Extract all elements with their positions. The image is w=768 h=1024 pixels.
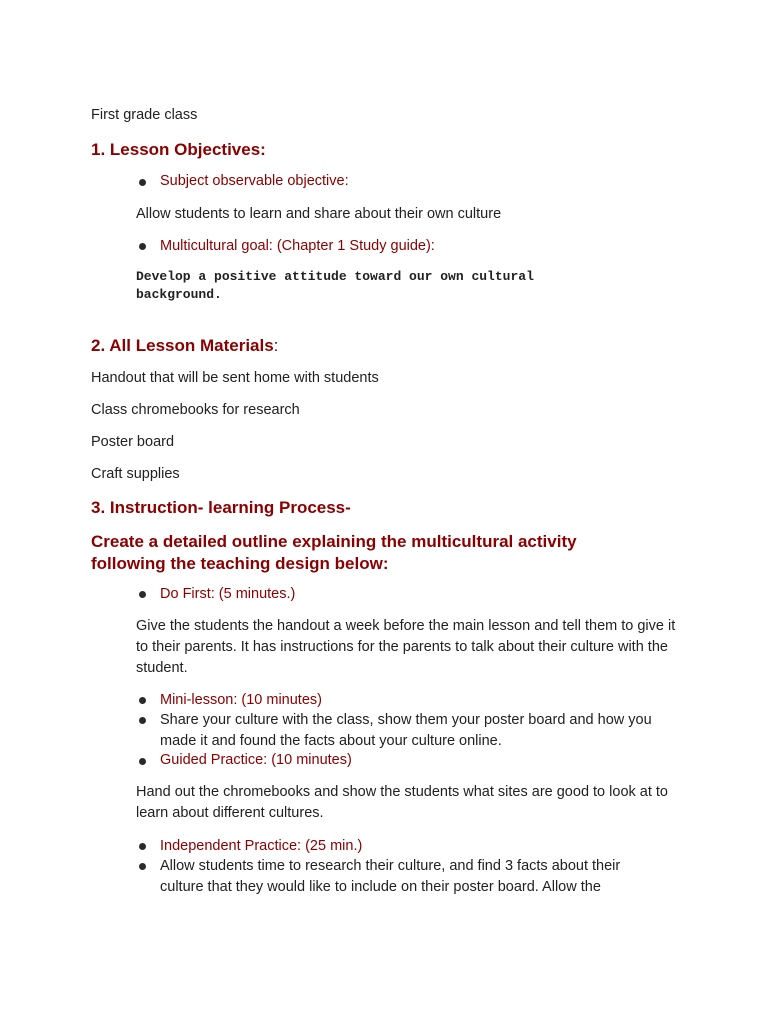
mini-lesson-text: Share your culture with the class, show them your poster board and how you made it and found the facts about your culture online.: [160, 712, 652, 749]
section-3-subtitle: Create a detailed outline explaining the multicultural activity following the teaching design below:: [91, 532, 577, 573]
bullet-icon: [139, 591, 146, 598]
section-1-heading: [91, 139, 266, 161]
section-3-title: Instruction- learning Process-: [109, 498, 351, 517]
bullet-icon: [139, 843, 146, 850]
material-item: Poster board: [91, 434, 175, 450]
bullet-icon: [139, 863, 146, 870]
section-3-number: 3.: [91, 498, 106, 517]
section-3-heading: [91, 497, 351, 519]
section-2-suffix: :: [273, 336, 279, 355]
independent-practice-text: Allow students time to research their culture, and find 3 facts about their culture that they would like to include on their poster board. Allow the: [160, 858, 621, 895]
material-item: Handout that will be sent home with students: [91, 370, 379, 386]
section-2-heading: [91, 335, 278, 357]
bullet-icon: [139, 717, 146, 724]
section-1-suffix: :: [260, 140, 266, 159]
bullet-icon: [139, 179, 146, 186]
section-1-title: Lesson Objectives: [109, 140, 261, 159]
multicultural-goal-text: Develop a positive attitude toward our own cultural background.: [136, 269, 534, 302]
do-first-text: Give the students the handout a week before the main lesson and tell them to give it to their parents. It has instructions for the parents to talk about their culture with the student.: [136, 618, 676, 676]
guided-practice-text: Hand out the chromebooks and show the students what sites are good to look at to learn about different cultures.: [136, 784, 668, 821]
class-line: First grade class: [91, 107, 198, 123]
multicultural-goal-label: Multicultural goal: (Chapter 1 Study guide):: [160, 238, 435, 254]
guided-practice-label: Guided Practice: (10 minutes): [160, 752, 352, 768]
do-first-label: Do First: (5 minutes.): [160, 586, 296, 602]
bullet-icon: [139, 697, 146, 704]
bullet-icon: [139, 243, 146, 250]
section-2-title: All Lesson Materials: [109, 336, 274, 355]
objective-label: Subject observable objective:: [160, 173, 349, 189]
bullet-icon: [139, 758, 146, 765]
material-item: Class chromebooks for research: [91, 402, 300, 418]
section-1-number: 1.: [91, 140, 106, 159]
independent-practice-label: Independent Practice: (25 min.): [160, 838, 363, 854]
objective-text: Allow students to learn and share about their own culture: [136, 206, 502, 222]
material-item: Craft supplies: [91, 466, 180, 482]
mini-lesson-label: Mini-lesson: (10 minutes): [160, 692, 322, 708]
section-2-number: 2.: [91, 336, 106, 355]
